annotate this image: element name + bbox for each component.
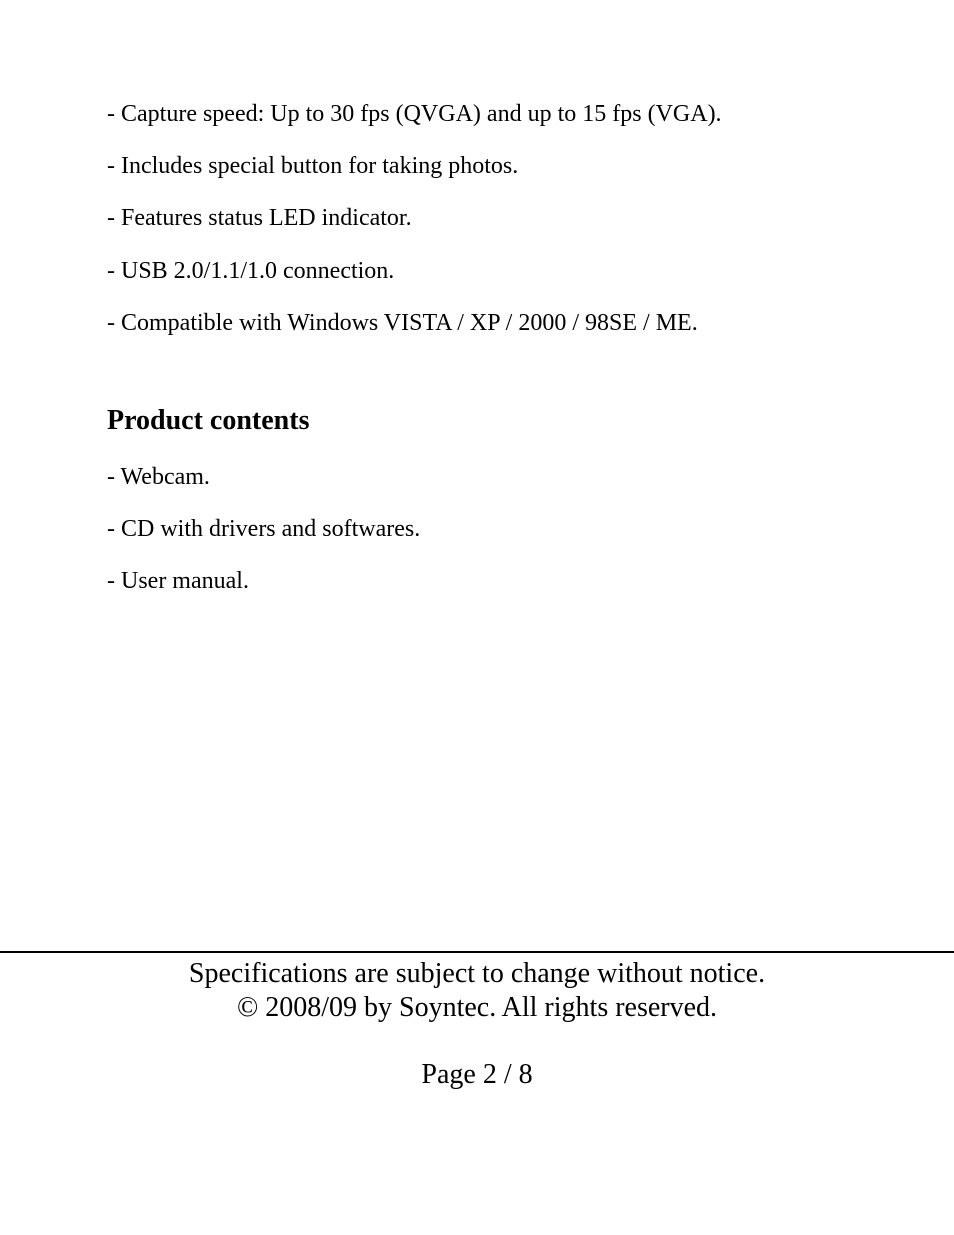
- feature-item-compatibility: - Compatible with Windows VISTA / XP / 2000 / 98SE / ME.: [107, 309, 698, 336]
- footer-notice: Specifications are subject to change without notice.: [188, 958, 766, 989]
- footer-divider: [0, 951, 954, 953]
- feature-item-usb-connection: - USB 2.0/1.1/1.0 connection.: [107, 257, 395, 284]
- contents-item-cd: - CD with drivers and softwares.: [107, 516, 421, 543]
- product-contents-heading: Product contents: [107, 405, 310, 436]
- contents-item-manual: - User manual.: [107, 568, 249, 595]
- footer-copyright: © 2008/09 by Soyntec. All rights reserved.: [236, 992, 718, 1023]
- feature-item-capture-speed: - Capture speed: Up to 30 fps (QVGA) and up to 15 fps (VGA).: [107, 101, 722, 127]
- contents-item-webcam: - Webcam.: [107, 464, 210, 490]
- feature-item-status-led: - Features status LED indicator.: [107, 205, 412, 232]
- page-number: Page 2 / 8: [421, 1059, 533, 1090]
- feature-item-photo-button: - Includes special button for taking photos.: [107, 153, 519, 180]
- product-contents-list: [107, 451, 420, 608]
- feature-list: [107, 88, 722, 349]
